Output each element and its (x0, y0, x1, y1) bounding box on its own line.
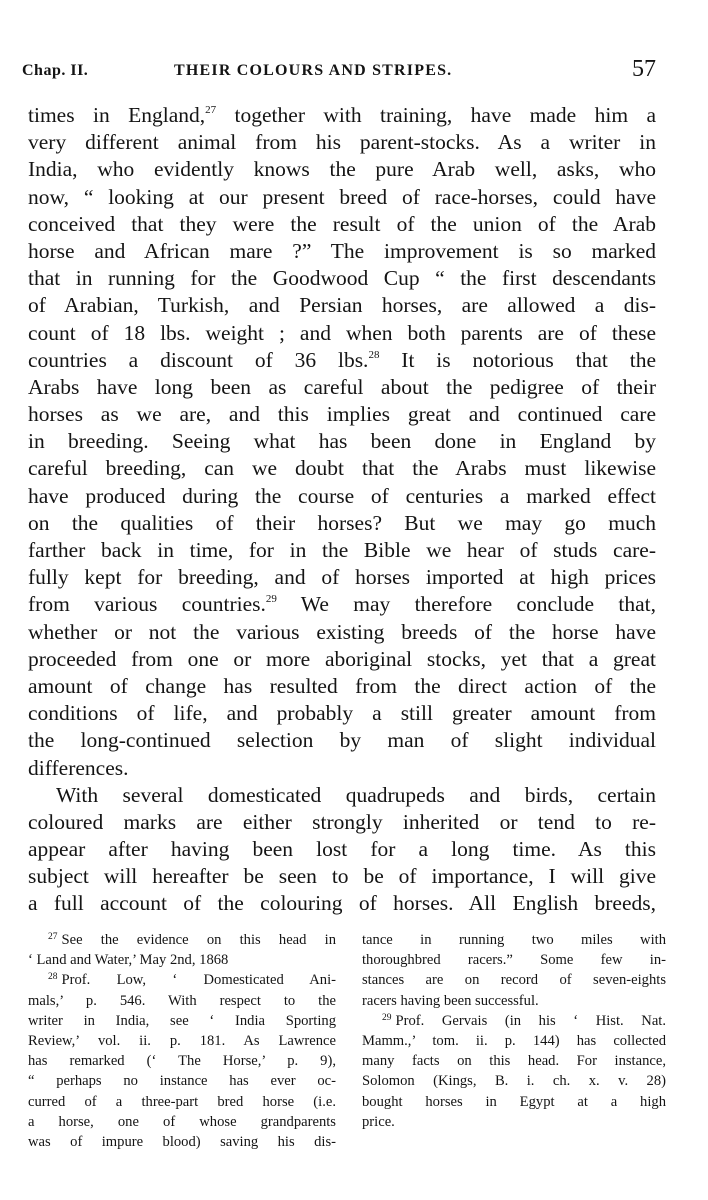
body-line (28, 836, 656, 863)
body-line (28, 564, 656, 591)
body-line-text: very different animal from his parent-stocks. As a writer in (28, 130, 656, 155)
running-title: THEIR COLOURS AND STRIPES. (174, 62, 453, 79)
body-line-text: the long-continued selection by man of slight individual (28, 728, 656, 753)
footnote-reference: 29 (265, 593, 277, 606)
footnote-text: Mamm.,’ tom. ii. p. 144) has collected (362, 1032, 666, 1049)
body-line-text: differences. (28, 755, 129, 780)
body-line-text: India, who evidently knows the pure Arab well, asks, who (28, 157, 656, 182)
footnote-text: thoroughbred racers.” Some few in- (362, 952, 666, 969)
body-line-text: of Arabian, Turkish, and Persian horses, are allowed a dis- (28, 293, 656, 318)
footnote-text: tance in running two miles with (362, 932, 666, 948)
footnotes-right-column (362, 930, 666, 1132)
body-line (28, 184, 656, 211)
footnote-reference: 28 (368, 348, 380, 361)
body-line (28, 809, 656, 836)
footnote-line (362, 930, 666, 950)
body-line (28, 619, 656, 646)
footnote-text: price. (362, 1113, 395, 1130)
body-line-text: It is notorious that the (379, 347, 656, 372)
footnote-text: Solomon (Kings, B. i. ch. x. v. 28) (362, 1073, 666, 1090)
body-line-text: conceived that they were the result of the union of the Arab (28, 211, 656, 236)
body-line (28, 347, 656, 374)
footnote-line (28, 950, 336, 970)
body-line-text: appear after having been lost for a long time. As this (28, 837, 656, 862)
footnote-text: ‘ Land and Water,’ May 2nd, 1868 (28, 952, 229, 969)
footnote-number: 27 (48, 932, 58, 942)
body-line (28, 510, 656, 537)
body-line (28, 265, 656, 292)
footnote-text: See the evidence on this head in (61, 932, 336, 948)
body-line (28, 455, 656, 482)
footnote-text: Prof. Gervais (in his ‘ Hist. Nat. (395, 1012, 666, 1029)
body-line-text: horse and African mare ?” The improvement is so marked (28, 238, 656, 263)
footnote-text: a horse, one of whose grandparents (28, 1113, 336, 1130)
footnote-line (28, 930, 336, 950)
footnote-text: has remarked (‘ The Horse,’ p. 9), (28, 1053, 336, 1070)
footnote-text: writer in India, see ‘ India Sporting (28, 1012, 336, 1029)
body-line (28, 238, 656, 265)
footnote-line (362, 1071, 666, 1091)
footnote-reference: 27 (205, 104, 217, 116)
footnote-text: mals,’ p. 546. With respect to the (28, 992, 336, 1009)
body-line-text: fully kept for breeding, and of horses imported at high prices (28, 565, 656, 590)
footnote-text: racers having been successful. (362, 992, 539, 1009)
body-line-text: proceeded from one or more aboriginal stocks, yet that a great (28, 646, 656, 671)
footnote-line (362, 970, 666, 990)
footnote-text: bought horses in Egypt at a high (362, 1093, 666, 1110)
body-line-text: farther back in time, for in the Bible we hear of studs care- (28, 538, 656, 562)
footnote-line (28, 1071, 336, 1091)
body-line-text: countries a discount of 36 lbs. (28, 347, 369, 372)
footnote-line (28, 1132, 336, 1152)
footnote-text: many facts on this head. For instance, (362, 1053, 666, 1070)
body-line (28, 591, 656, 618)
footnote-text: curred of a three-part bred horse (i.e. (28, 1093, 336, 1110)
footnote-line (28, 1092, 336, 1112)
body-line (28, 129, 656, 156)
footnote-text: stances are on record of seven-eights (362, 972, 666, 989)
body-line-text: together with training, have made him a (216, 103, 657, 127)
body-line-text: count of 18 lbs. weight ; and when both parents are of these (28, 320, 656, 345)
footnote-number: 29 (382, 1012, 392, 1023)
footnote-line (362, 1011, 666, 1031)
footnote-number: 28 (48, 972, 58, 983)
body-line (28, 537, 656, 564)
footnotes-left-column (28, 930, 336, 1152)
body-line-text: careful breeding, can we doubt that the Arabs must likewise (28, 456, 656, 481)
body-line (28, 211, 656, 238)
body-line (28, 320, 656, 347)
body-line (28, 782, 656, 809)
body-line (28, 428, 656, 455)
running-header (22, 56, 656, 88)
footnote-line (28, 970, 336, 990)
body-line (28, 727, 656, 754)
body-line-text: on the qualities of their horses? But we may go much (28, 510, 656, 535)
body-line-text: amount of change has resulted from the direct action of the (28, 673, 656, 698)
footnote-line (362, 1092, 666, 1112)
body-line (28, 755, 656, 782)
footnote-line (28, 1031, 336, 1051)
footnote-line (28, 1112, 336, 1132)
body-line-text: coloured marks are either strongly inherited or tend to re- (28, 809, 656, 834)
footnote-line (362, 1051, 666, 1071)
footnote-line (362, 991, 666, 1011)
footnote-text: “ perhaps no instance has ever oc- (28, 1073, 336, 1090)
footnote-line (28, 1011, 336, 1031)
body-line-text: horses as we are, and this implies great and continued care (28, 402, 656, 427)
footnote-line (362, 1112, 666, 1132)
body-line (28, 646, 656, 673)
footnote-line (28, 991, 336, 1011)
body-line-text: whether or not the various existing breeds of the horse have (28, 619, 656, 644)
body-line (28, 863, 656, 890)
body-line-text: that in running for the Goodwood Cup “ the first descendants (28, 266, 656, 291)
footnote-line (362, 1031, 666, 1051)
footnote-text: Prof. Low, ‘ Domesticated Ani- (61, 972, 336, 989)
body-line (28, 102, 656, 129)
body-line-text: subject will hereafter be seen to be of importance, I will give (28, 864, 656, 889)
body-line-text: With several domesticated quadrupeds and birds, certain (56, 782, 656, 807)
body-line (28, 483, 656, 510)
footnote-text: Review,’ vol. ii. p. 181. As Lawrence (28, 1032, 336, 1049)
body-line-text: times in England, (28, 103, 206, 127)
body-line-text: Arabs have long been as careful about the pedigree of their (28, 374, 656, 399)
body-line-text: We may therefore conclude that, (276, 592, 656, 617)
footnote-line (362, 950, 666, 970)
footnote-line (28, 1051, 336, 1071)
body-line-text: from various countries. (28, 592, 266, 617)
chapter-label: Chap. II. (22, 62, 89, 79)
body-line (28, 673, 656, 700)
page-number: 57 (632, 56, 656, 82)
body-line (28, 374, 656, 401)
body-line (28, 890, 656, 917)
body-line-text: conditions of life, and probably a still greater amount from (28, 701, 656, 726)
body-line-text: a full account of the colouring of horses. All English breeds, (28, 891, 656, 916)
body-line (28, 156, 656, 183)
body-line-text: now, “ looking at our present breed of race-horses, could have (28, 184, 656, 209)
body-line-text: have produced during the course of centuries a marked effect (28, 483, 656, 508)
body-line (28, 292, 656, 319)
body-text (28, 102, 656, 918)
body-line-text: in breeding. Seeing what has been done in England by (28, 429, 656, 454)
body-line (28, 401, 656, 428)
body-line (28, 700, 656, 727)
footnote-text: was of impure blood) saving his dis- (28, 1133, 336, 1150)
